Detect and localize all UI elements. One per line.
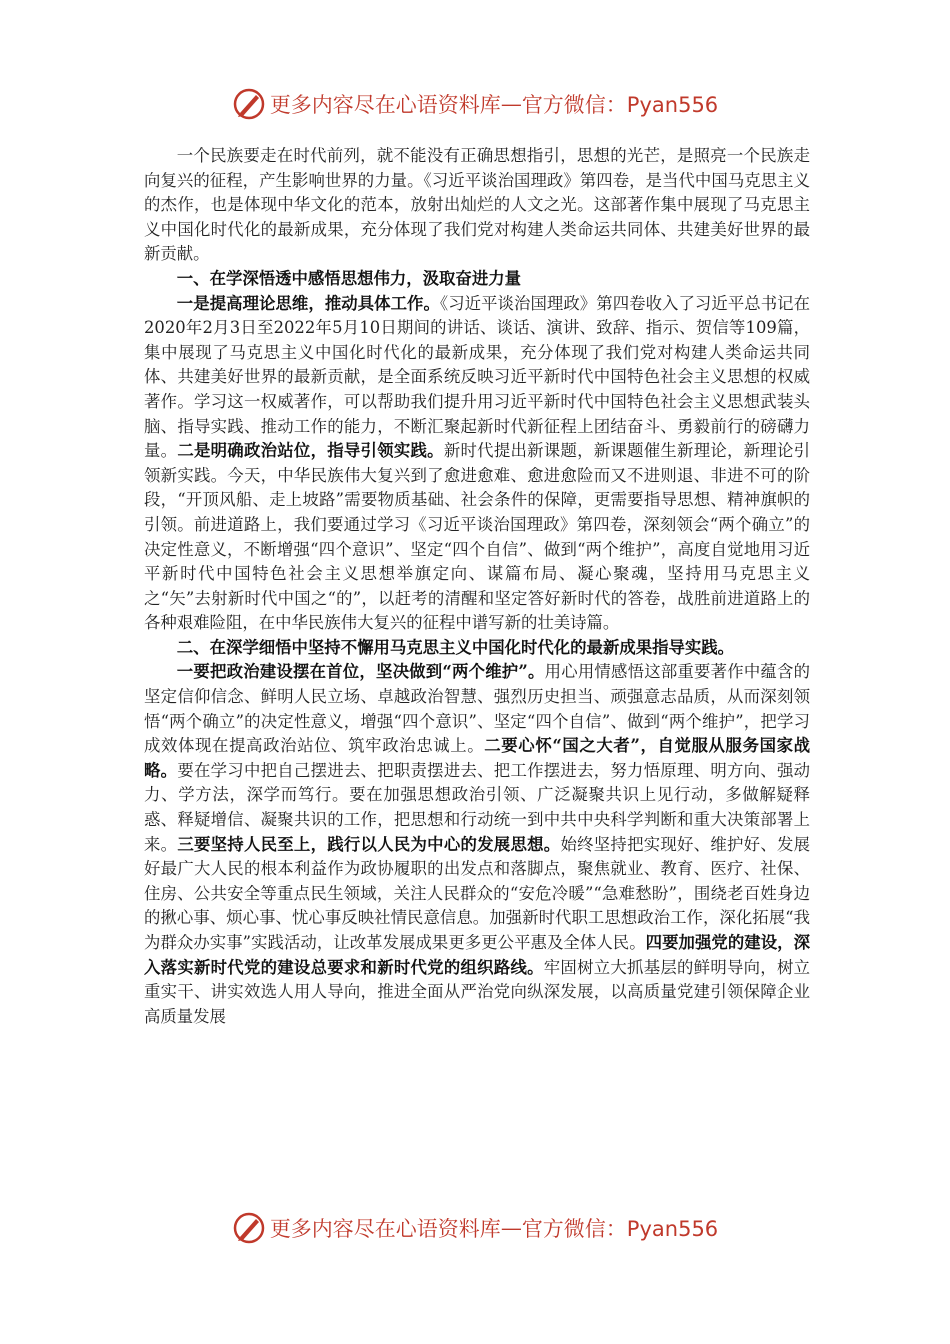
section-heading-1: 一、在学深悟透中感悟思想伟力，汲取奋进力量 [176, 268, 521, 288]
point-1-title: 一是提高理论思维，推动具体工作。 [176, 293, 440, 313]
req-4-text: 牢固树立大抓基层的鲜明导向，树立重实干、讲实效选人用人导向，推进全面从严治党向纵深发展，以高质量党建引领保障企业高质量发展 [144, 957, 811, 1026]
banner-text: 更多内容尽在心语资料库 [269, 93, 501, 117]
req-3-text: 始终坚持把实现好、维护好、发展好最广大人民的根本利益作为政协履职的出发点和落脚点，聚焦就业、教育、医疗、社保、住房、公共安全等重点民生领域，关注人民群众的“安危冷暖”“急难愁盼”，围绕老百姓身边的揪心事、烦心事、忧心事反映社情民意信息。加强新时代职工思想政治工作，深化拓展“我为群众办实事”实践活动，让改革发展成果更多更公平惠及全体人民。 [144, 834, 811, 952]
point-1-text: 《习近平谈治国理政》第四卷收入了习近平总书记在2020年2月3日至2022年5月10日期间的讲话、谈话、演讲、致辞、指示、贺信等109篇，集中展现了马克思主义中国化时代化的最新成果，充分体现了我们党对构建人类命运共同体、共建美好世界的最新贡献，是全面系统反映习近平新时代中国特色社会主义思想的权威著作。学习这一权威著作，可以帮助我们提升用习近平新时代中国特色社会主义思想武装头脑、指导实践、推动工作的能力，不断汇聚起新时代新征程上团结奋斗、勇毅前行的磅礴力量。 [144, 293, 811, 461]
req-2-title: 二要心怀“国之大者”，自觉服从服务国家战略。 [144, 736, 811, 780]
req-1-text: 用心用情感悟这部重要著作中蕴含的坚定信仰信念、鲜明人民立场、卓越政治智慧、强烈历史担当、顽强意志品质，从而深刻领悟“两个确立”的决定性意义，增强“四个意识”、坚定“四个自信”、做到“两个维护”，把学习成效体现在提高政治站位、筑牢政治忠诚上。 [144, 662, 811, 756]
banner-dash: — [500, 1216, 522, 1240]
header-banner [0, 84, 950, 124]
banner-wechat: 官方微信：Pyan556 [521, 93, 719, 117]
point-2-title: 二是明确政治站位，指导引领实践。 [177, 441, 444, 461]
req-2-text: 要在学习中把自己摆进去、把职责摆进去、把工作摆进去，努力悟原理、明方向、强动力、学方法，深学而笃行。要在加强思想政治引领、广泛凝聚共识上见行动，多做解疑释惑、释疑增信、凝聚共识的工作，把思想和行动统一到中共中央科学判断和重大决策部署上来。 [144, 760, 811, 854]
banner-wechat: 官方微信：Pyan556 [521, 1217, 719, 1241]
req-1-title: 一要把政治建设摆在首位，坚决做到“两个维护”。 [176, 662, 545, 682]
point-2-text: 新时代提出新课题，新课题催生新理论，新理论引领新实践。今天，中华民族伟大复兴到了愈进愈难、愈进愈险而又不进则退、非进不可的阶段，“开顶风船、走上坡路”需要物质基础、社会条件的保障，更需要指导思想、精神旗帜的引领。前进道路上，我们要通过学习《习近平谈治国理政》第四卷，深刻领会“两个确立”的决定性意义，不断增强“四个意识”、坚定“四个自信”、做到“两个维护”，高度自觉地用习近平新时代中国特色社会主义思想举旗定向、谋篇布局、凝心聚魂，坚持用马克思主义之“矢”去射新时代中国之“的”，以赶考的清醒和坚定答好新时代的答卷，战胜前进道路上的各种艰难险阻，在中华民族伟大复兴的征程中谱写新的壮美诗篇。 [144, 441, 811, 633]
pen-logo-icon [232, 87, 266, 121]
section-heading-2: 二、在深学细悟中坚持不懈用马克思主义中国化时代化的最新成果指导实践。 [176, 637, 735, 657]
banner-text: 更多内容尽在心语资料库 [269, 1217, 501, 1241]
pen-logo-icon [232, 1211, 266, 1245]
intro-paragraph: 一个民族要走在时代前列，就不能没有正确思想指引，思想的光芒，是照亮一个民族走向复兴的征程，产生影响世界的力量。《习近平谈治国理政》第四卷，是当代中国马克思主义的杰作，也是体现中华文化的范本，放射出灿烂的人文之光。这部著作集中展现了马克思主义中国化时代化的最新成果，充分体现了我们党对构建人类命运共同体、共建美好世界的最新贡献。 [144, 146, 810, 264]
section1-paragraph [144, 292, 810, 636]
document-body [144, 144, 810, 1029]
req-3-title: 三要坚持人民至上，践行以人民为中心的发展思想。 [177, 834, 561, 854]
req-4-title: 四要加强党的建设，深入落实新时代党的建设总要求和新时代党的组织路线。 [144, 933, 810, 977]
banner-dash: — [500, 92, 522, 116]
footer-banner [0, 1208, 950, 1248]
section2-paragraph [144, 660, 810, 1029]
